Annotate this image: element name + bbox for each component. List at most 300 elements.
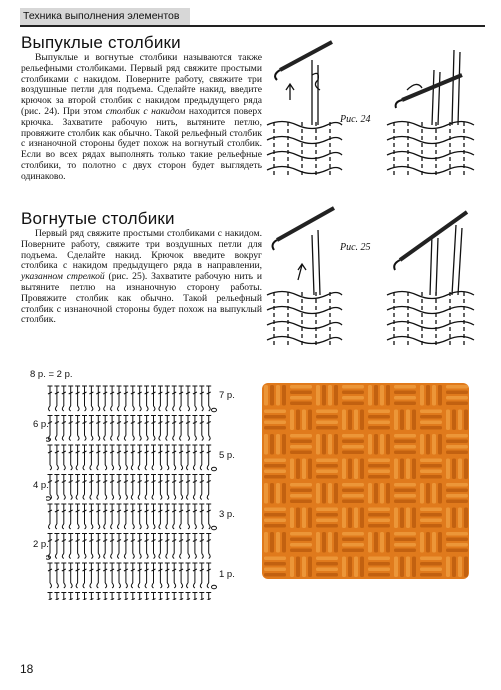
swatch-ridge (282, 434, 286, 455)
chart-stitch-symbol (82, 475, 87, 500)
swatch-ridge (342, 410, 346, 431)
swatch-ridge (276, 434, 280, 455)
swatch-ridge (290, 532, 312, 536)
swatch-ridge (394, 532, 416, 536)
swatch-ridge (290, 440, 312, 444)
swatch-ridge (446, 557, 450, 578)
paragraph-raised-stitches (21, 53, 262, 183)
swatch-ridge (464, 410, 468, 431)
swatch-ridge (316, 508, 338, 512)
swatch-ridge (420, 524, 442, 528)
swatch-ridge (446, 445, 468, 449)
swatch-ridge (368, 562, 390, 566)
chart-stitch-symbol (199, 534, 204, 559)
swatch-ridge (354, 459, 358, 480)
chart-stitch-symbol (179, 386, 184, 411)
chart-stitch-symbol (179, 416, 184, 441)
chart-stitch-symbol (68, 563, 73, 588)
chart-stitch-symbol (137, 416, 142, 441)
swatch-ridge (316, 464, 338, 468)
chart-stitch-symbol (82, 593, 87, 601)
chart-stitch-symbol (75, 504, 80, 529)
swatch-ridge (400, 459, 404, 480)
swatch-ridge (264, 508, 286, 512)
chart-stitch-symbol (192, 475, 197, 500)
swatch-ridge (412, 410, 416, 431)
chart-stitch-symbol (137, 475, 142, 500)
swatch-ridge (316, 385, 320, 406)
chart-stitch-symbol (54, 475, 59, 500)
swatch-ridge (394, 508, 398, 529)
chart-stitch-symbol (117, 534, 122, 559)
swatch-ridge (394, 494, 416, 498)
swatch-ridge (342, 459, 346, 480)
chart-stitch-symbol (48, 534, 53, 559)
chart-stitch-symbol (123, 534, 128, 559)
chart-stitch-symbol (199, 504, 204, 529)
swatch-ridge (426, 434, 430, 455)
swatch-ridge (308, 508, 312, 529)
swatch-ridge (432, 483, 436, 504)
swatch-ridge (368, 434, 372, 455)
swatch-ridge (342, 557, 346, 578)
chart-left-label-4: 4 р. (33, 480, 49, 491)
swatch-ridge (290, 500, 312, 504)
swatch-ridge (322, 483, 326, 504)
chart-stitch-symbol (165, 504, 170, 529)
swatch-ridge (420, 415, 442, 419)
swatch-ridge (394, 445, 416, 449)
swatch-ridge (264, 421, 286, 425)
swatch-ridge (264, 513, 286, 517)
chart-stitch-symbol (75, 563, 80, 588)
chart-stitch-symbol (158, 475, 163, 500)
swatch-ridge (400, 410, 404, 431)
swatch-ridge (290, 557, 294, 578)
swatch-ridge (342, 391, 364, 395)
swatch-ridge (420, 410, 442, 414)
swatch-ridge (290, 434, 312, 438)
swatch-ridge (348, 410, 352, 431)
swatch-ridge (368, 508, 390, 512)
swatch-ridge (368, 475, 390, 479)
chart-stitch-symbol (103, 386, 108, 411)
swatch-ridge (368, 513, 390, 517)
swatch-ridge (426, 483, 430, 504)
chart-stitch-symbol (103, 475, 108, 500)
chart-stitch-symbol (54, 504, 59, 529)
swatch-ridge (316, 513, 338, 517)
swatch-ridge (386, 385, 390, 406)
swatch-ridge (394, 543, 416, 547)
swatch-ridge (290, 385, 312, 389)
swatch-ridge (360, 410, 364, 431)
chart-chain-symbol (212, 467, 217, 471)
swatch-ridge (290, 410, 294, 431)
swatch-ridge (264, 410, 286, 414)
swatch-ridge (368, 568, 390, 572)
chart-stitch-symbol (117, 475, 122, 500)
swatch-ridge (446, 459, 450, 480)
swatch-ridge (464, 459, 468, 480)
swatch-ridge (420, 568, 442, 572)
swatch-ridge (394, 396, 416, 400)
swatch-ridge (264, 532, 268, 553)
chart-stitch-symbol (61, 416, 66, 441)
swatch-ridge (264, 568, 286, 572)
swatch-ridge (276, 385, 280, 406)
chart-stitch-symbol (117, 416, 122, 441)
swatch-ridge (316, 415, 338, 419)
chart-stitch-symbol (117, 593, 122, 601)
chart-stitch-symbol (54, 416, 59, 441)
chart-top-label: 8 р. = 2 р. (30, 369, 73, 380)
swatch-ridge (386, 434, 390, 455)
chart-stitch-symbol (123, 475, 128, 500)
chart-stitch-symbol (130, 386, 135, 411)
chart-stitch-symbol (117, 504, 122, 529)
chart-stitch-symbol (89, 504, 94, 529)
swatch-ridge (420, 573, 442, 577)
chart-stitch-symbol (48, 445, 53, 470)
swatch-ridge (354, 508, 358, 529)
swatch-ridge (342, 549, 364, 553)
chart-stitch-symbol (103, 593, 108, 601)
swatch-ridge (412, 508, 416, 529)
swatch-ridge (394, 440, 416, 444)
swatch-ridge (290, 396, 312, 400)
swatch-ridge (308, 410, 312, 431)
chart-stitch-symbol (172, 386, 177, 411)
swatch-ridge (464, 508, 468, 529)
chart-stitch-symbol (96, 534, 101, 559)
swatch-ridge (296, 508, 300, 529)
swatch-ridge (290, 451, 312, 455)
swatch-ridge (438, 385, 442, 406)
swatch-ridge (368, 483, 372, 504)
swatch-ridge (446, 489, 468, 493)
swatch-ridge (458, 459, 462, 480)
chart-stitch-symbol (206, 534, 211, 559)
chart-stitch-symbol (206, 563, 211, 588)
swatch-ridge (342, 532, 364, 536)
chart-stitch-symbol (117, 445, 122, 470)
swatch-ridge (368, 532, 372, 553)
swatch-ridge (446, 494, 468, 498)
para2-text-b: (рис. 25). Захватите рабочую нить и вытяните петлю на изнаночную сторону работы. Провяжите столбик как обычно. Такой рельефный столбик с изнаночной стороны будет похож на выпуклый столбик. (21, 271, 263, 326)
swatch-ridge (354, 557, 358, 578)
swatch-ridge (446, 391, 468, 395)
chart-stitch-symbol (61, 475, 66, 500)
swatch-ridge (394, 410, 398, 431)
swatch-ridge (446, 434, 468, 438)
chart-stitch-symbol (192, 563, 197, 588)
swatch-ridge (368, 519, 390, 523)
swatch-ridge (394, 549, 416, 553)
swatch-ridge (308, 459, 312, 480)
swatch-ridge (452, 410, 456, 431)
chart-stitch-symbol (137, 563, 142, 588)
swatch-ridge (420, 434, 424, 455)
chart-stitch-symbol (137, 445, 142, 470)
chart-stitch-symbol (151, 504, 156, 529)
chart-stitch-symbol (158, 593, 163, 601)
swatch-ridge (302, 459, 306, 480)
chart-stitch-symbol (123, 504, 128, 529)
para2-italic: указанном стрелкой (21, 271, 105, 283)
chart-stitch-symbol (172, 445, 177, 470)
chart-stitch-symbol (137, 593, 142, 601)
swatch-ridge (374, 532, 378, 553)
swatch-ridge (342, 451, 364, 455)
swatch-ridge (264, 470, 286, 474)
swatch-ridge (368, 464, 390, 468)
figure-25-label: Рис. 25 (340, 242, 371, 253)
swatch-ridge (386, 483, 390, 504)
chart-stitch-symbol (186, 534, 191, 559)
para1-italic: столбик с накидом (105, 105, 186, 117)
swatch-ridge (328, 385, 332, 406)
chart-stitch-symbol (172, 504, 177, 529)
swatch-ridge (426, 385, 430, 406)
swatch-ridge (270, 532, 274, 553)
swatch-ridge (446, 538, 468, 542)
swatch-ridge (296, 410, 300, 431)
chart-stitch-symbol (110, 504, 115, 529)
chart-stitch-symbol (103, 416, 108, 441)
chart-stitch-symbol (165, 445, 170, 470)
swatch-texture (262, 383, 469, 579)
swatch-ridge (386, 532, 390, 553)
swatch-ridge (342, 494, 364, 498)
chart-stitch-symbol (82, 563, 87, 588)
chart-stitch-symbol (75, 534, 80, 559)
swatch-ridge (290, 445, 312, 449)
swatch-ridge (412, 557, 416, 578)
chart-stitch-symbol (144, 593, 149, 601)
swatch-ridge (282, 385, 286, 406)
swatch-ridge (316, 434, 320, 455)
swatch-ridge (316, 459, 338, 463)
swatch-ridge (368, 410, 390, 414)
swatch-ridge (458, 557, 462, 578)
chart-stitch-symbol (151, 534, 156, 559)
swatch-ridge (290, 402, 312, 406)
swatch-ridge (438, 434, 442, 455)
swatch-ridge (328, 532, 332, 553)
chart-stitch-symbol (192, 445, 197, 470)
chart-stitch-symbol (199, 593, 204, 601)
chart-stitch-symbol (179, 475, 184, 500)
chart-stitch-symbol (192, 593, 197, 601)
chart-stitch-symbol (192, 504, 197, 529)
chart-stitch-symbol (158, 386, 163, 411)
chart-stitch-symbol (137, 504, 142, 529)
swatch-ridge (342, 445, 364, 449)
swatch-ridge (368, 415, 390, 419)
chart-stitch-symbol (179, 504, 184, 529)
para2-text-a: Первый ряд свяжите простыми столбиками с накидом. Поверните работу, свяжите три воздушных петли для подъема. Сделайте накид. Крючок введите вокруг столбика с накидом предыдущего ряда в направлении, (21, 228, 262, 272)
swatch-ridge (264, 557, 286, 561)
swatch-ridge (432, 434, 436, 455)
swatch-ridge (374, 483, 378, 504)
swatch-ridge (420, 557, 442, 561)
swatch-ridge (394, 451, 416, 455)
chart-stitch-symbol (96, 563, 101, 588)
swatch-ridge (420, 464, 442, 468)
chart-chain-symbol (212, 408, 217, 412)
chart-stitch-symbol (103, 534, 108, 559)
chart-stitch-symbol (130, 475, 135, 500)
swatch-ridge (334, 434, 338, 455)
chart-stitch-symbol (75, 593, 80, 601)
chart-stitch-symbol (165, 534, 170, 559)
chart-stitch-symbol (89, 386, 94, 411)
swatch-ridge (290, 391, 312, 395)
chart-stitch-symbol (110, 445, 115, 470)
chart-stitch-symbol (206, 445, 211, 470)
swatch-ridge (264, 562, 286, 566)
chart-stitch-symbol (137, 386, 142, 411)
stitch-chart (46, 378, 218, 600)
swatch-ridge (446, 410, 450, 431)
swatch-ridge (264, 434, 268, 455)
swatch-ridge (348, 459, 352, 480)
chart-stitch-symbol (206, 475, 211, 500)
swatch-ridge (394, 434, 416, 438)
swatch-ridge (316, 557, 338, 561)
chart-stitch-symbol (61, 534, 66, 559)
swatch-ridge (264, 483, 268, 504)
swatch-ridge (316, 426, 338, 430)
swatch-ridge (412, 459, 416, 480)
chart-stitch-symbol (96, 504, 101, 529)
chart-stitch-symbol (48, 504, 53, 529)
swatch-ridge (374, 385, 378, 406)
swatch-ridge (458, 508, 462, 529)
swatch-ridge (342, 440, 364, 444)
swatch-ridge (316, 483, 320, 504)
chart-stitch-symbol (103, 504, 108, 529)
chart-stitch-symbol (68, 386, 73, 411)
chart-stitch-symbol (165, 593, 170, 601)
swatch-ridge (368, 385, 372, 406)
heading-recessed-stitches: Вогнутые столбики (21, 209, 175, 228)
swatch-ridge (308, 557, 312, 578)
swatch-ridge (380, 532, 384, 553)
chart-stitch-symbol (151, 563, 156, 588)
swatch-ridge (270, 385, 274, 406)
swatch-ridge (420, 426, 442, 430)
chart-stitch-symbol (172, 475, 177, 500)
chart-stitch-symbol (89, 416, 94, 441)
swatch-ridge (394, 391, 416, 395)
swatch-ridge (360, 508, 364, 529)
swatch-ridge (406, 557, 410, 578)
chart-stitch-symbol (54, 563, 59, 588)
chart-stitch-symbol (179, 534, 184, 559)
swatch-ridge (342, 385, 364, 389)
chart-stitch-symbol (186, 475, 191, 500)
swatch-ridge (296, 459, 300, 480)
chart-stitch-symbol (206, 386, 211, 411)
chart-stitch-symbol (75, 475, 80, 500)
swatch-ridge (316, 421, 338, 425)
swatch-ridge (420, 532, 424, 553)
swatch-ridge (334, 483, 338, 504)
swatch-ridge (464, 557, 468, 578)
chart-chain-symbol (46, 497, 51, 501)
chart-stitch-symbol (89, 563, 94, 588)
chart-stitch-symbol (123, 386, 128, 411)
swatch-ridge (322, 434, 326, 455)
swatch-ridge (290, 549, 312, 553)
swatch-ridge (368, 524, 390, 528)
swatch-ridge (420, 475, 442, 479)
swatch-ridge (290, 508, 294, 529)
swatch-ridge (406, 459, 410, 480)
swatch-ridge (394, 500, 416, 504)
swatch-ridge (328, 434, 332, 455)
chart-stitch-symbol (48, 386, 53, 411)
swatch-ridge (368, 573, 390, 577)
chart-stitch-symbol (48, 563, 53, 588)
chart-stitch-symbol (96, 475, 101, 500)
chart-stitch-symbol (68, 416, 73, 441)
chart-stitch-symbol (144, 504, 149, 529)
chart-left-label-6: 6 р. (33, 419, 49, 430)
header-rule (20, 25, 485, 27)
chart-stitch-symbol (68, 504, 73, 529)
chart-stitch-symbol (165, 386, 170, 411)
swatch-ridge (420, 459, 442, 463)
chart-stitch-symbol (110, 593, 115, 601)
chart-stitch-symbol (199, 563, 204, 588)
chart-stitch-symbol (137, 534, 142, 559)
swatch-ridge (426, 532, 430, 553)
paragraph-recessed-stitches (21, 229, 262, 326)
chart-stitch-symbol (192, 416, 197, 441)
swatch-ridge (394, 459, 398, 480)
swatch-ridge (290, 483, 312, 487)
chart-stitch-symbol (144, 475, 149, 500)
chart-stitch-symbol (130, 534, 135, 559)
chart-stitch-symbol (48, 416, 53, 441)
swatch-ridge (342, 543, 364, 547)
swatch-ridge (316, 562, 338, 566)
chart-stitch-symbol (186, 504, 191, 529)
chart-stitch-symbol (54, 534, 59, 559)
swatch-ridge (348, 557, 352, 578)
chart-stitch-symbol (89, 593, 94, 601)
swatch-ridge (446, 396, 468, 400)
swatch-ridge (432, 385, 436, 406)
chart-stitch-symbol (186, 445, 191, 470)
chart-stitch-symbol (82, 534, 87, 559)
swatch-ridge (264, 464, 286, 468)
chart-stitch-symbol (75, 416, 80, 441)
chart-stitch-symbol (172, 593, 177, 601)
swatch-ridge (368, 426, 390, 430)
chart-stitch-symbol (61, 563, 66, 588)
chart-stitch-symbol (151, 386, 156, 411)
swatch-ridge (296, 557, 300, 578)
swatch-ridge (316, 568, 338, 572)
swatch-ridge (316, 532, 320, 553)
chart-stitch-symbol (82, 504, 87, 529)
swatch-ridge (264, 426, 286, 430)
chart-stitch-symbol (186, 563, 191, 588)
